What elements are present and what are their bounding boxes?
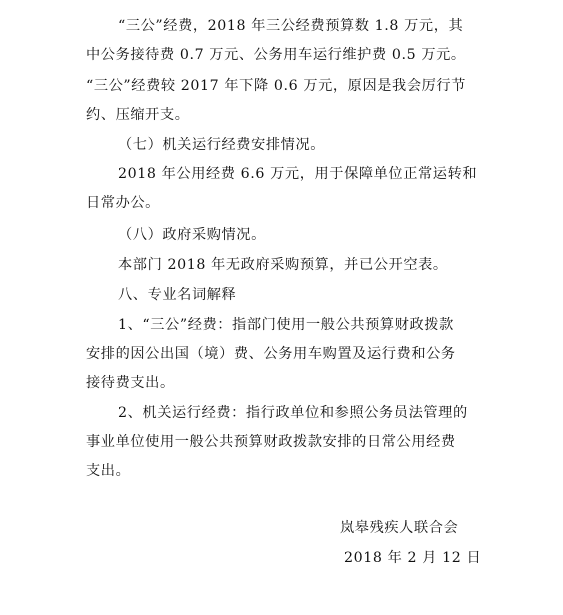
paragraph-line: “三公”经费较 2017 年下降 0.6 万元，原因是我会厉行节 <box>86 78 466 94</box>
paragraph-line: 接待费支出。 <box>86 375 175 391</box>
section-heading: （七）机关运行经费安排情况。 <box>118 137 326 153</box>
paragraph-line: 约、压缩开支。 <box>86 107 190 123</box>
paragraph-line: 中公务接待费 0.7 万元、公务用车运行维护费 0.5 万元。 <box>86 47 466 63</box>
signature-organization: 岚皋残疾人联合会 <box>340 520 459 536</box>
section-heading: 八、专业名词解释 <box>118 287 237 303</box>
paragraph-line: “三公”经费，2018 年三公经费预算数 1.8 万元，其 <box>118 18 464 34</box>
paragraph-line: 安排的因公出国（境）费、公务用车购置及运行费和公务 <box>86 346 456 362</box>
paragraph-line: 2018 年公用经费 6.6 万元，用于保障单位正常运转和 <box>118 166 478 182</box>
paragraph-line: 支出。 <box>86 463 131 479</box>
paragraph-line: 2、机关运行经费：指行政单位和参照公务员法管理的 <box>118 405 468 421</box>
paragraph-line: 事业单位使用一般公共预算财政拨款安排的日常公用经费 <box>86 434 456 450</box>
signature-date: 2018 年 2 月 12 日 <box>344 550 482 566</box>
paragraph-line: 1、“三公”经费：指部门使用一般公共预算财政拨款 <box>118 317 454 333</box>
section-heading: （八）政府采购情况。 <box>118 227 266 243</box>
paragraph-line: 日常办公。 <box>86 195 160 211</box>
paragraph-line: 本部门 2018 年无政府采购预算，并已公开空表。 <box>118 257 448 273</box>
